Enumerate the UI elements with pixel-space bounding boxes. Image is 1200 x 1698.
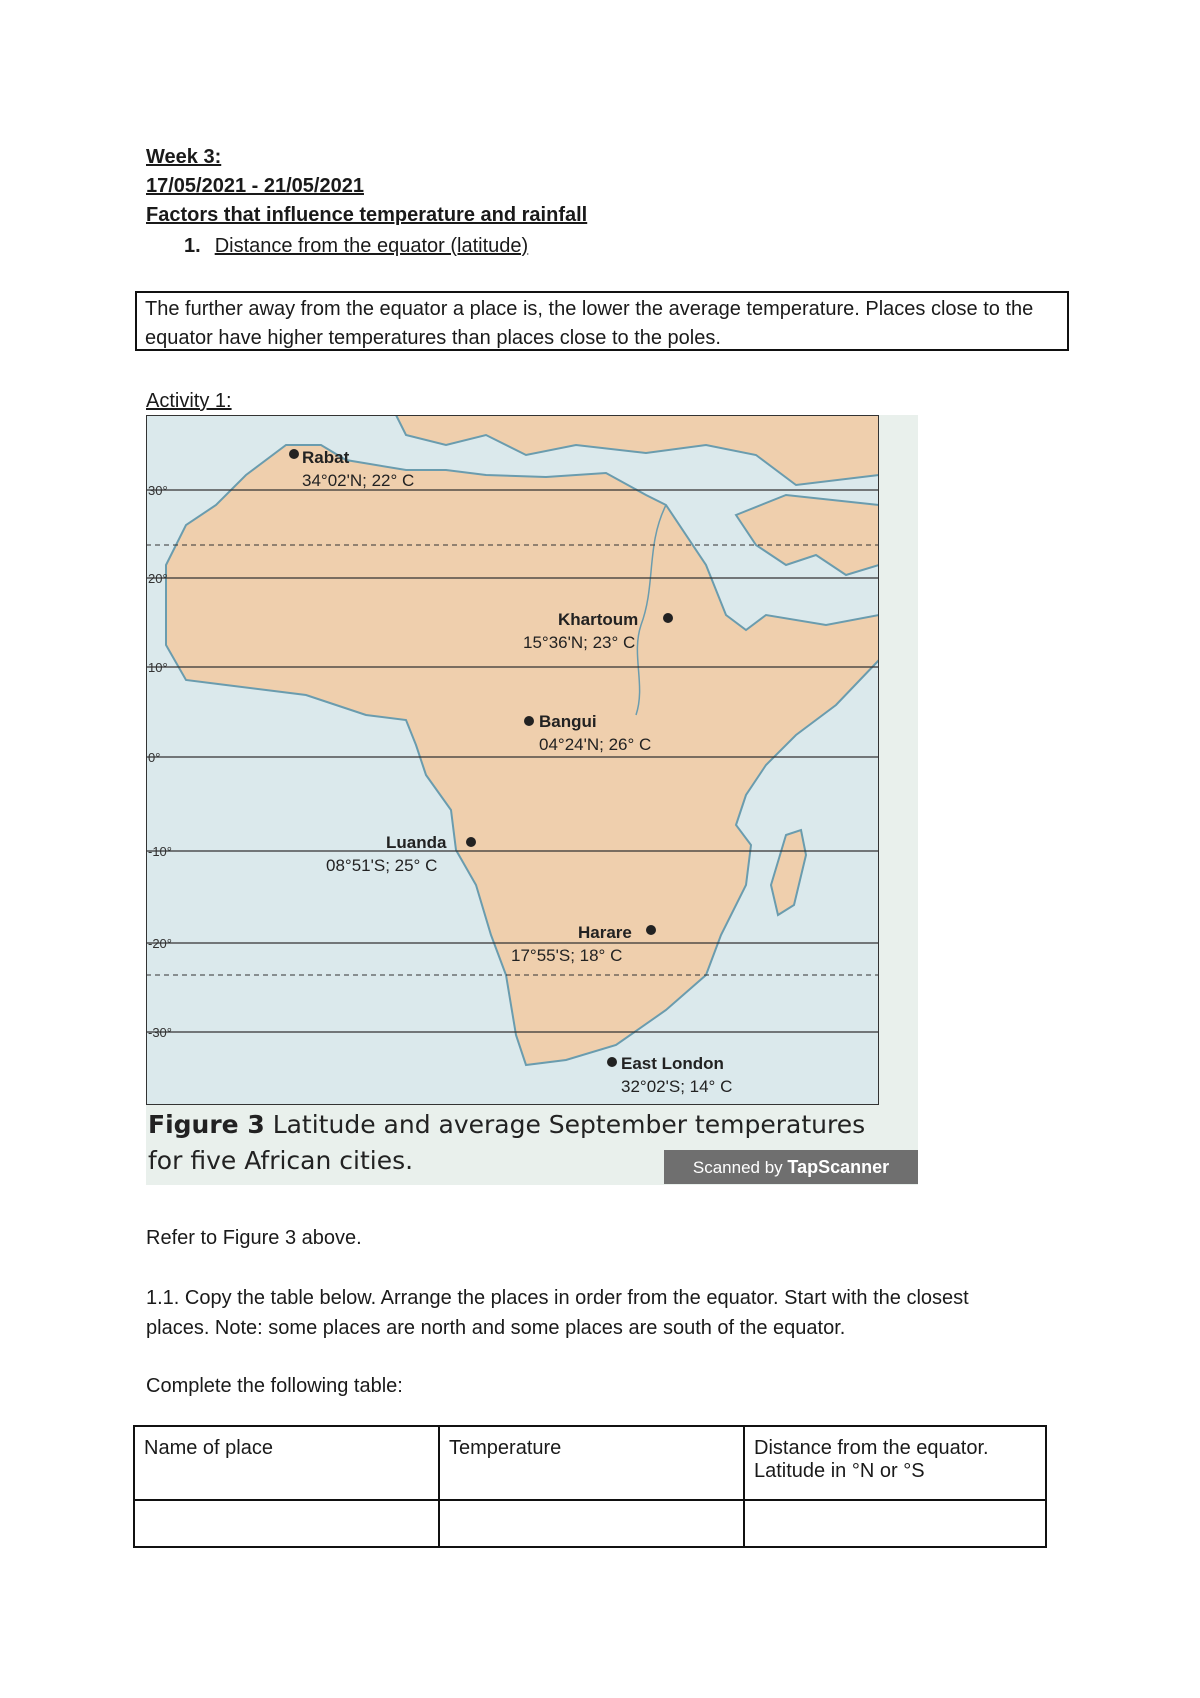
lat-label: -10° [148, 844, 172, 859]
lat-label: 10° [148, 660, 168, 675]
week-heading: Week 3: [146, 146, 222, 168]
city-dot-bangui [524, 716, 534, 726]
city-coords: 04°24'N; 26° C [539, 735, 652, 754]
city-coords: 32°02'S; 14° C [621, 1077, 733, 1096]
lat-label: -20° [148, 936, 172, 951]
table-cell[interactable] [439, 1500, 744, 1547]
table-cell[interactable] [744, 1500, 1046, 1547]
table-cell[interactable] [134, 1500, 439, 1547]
city-name: East London [621, 1054, 724, 1073]
africa-map [146, 415, 879, 1105]
city-name: Bangui [539, 712, 597, 731]
header-name-of-place: Name of place [134, 1426, 439, 1500]
topic-heading: Factors that influence temperature and rainfall [146, 204, 588, 226]
city-coords: 08°51'S; 25° C [326, 856, 438, 875]
city-dot-rabat [289, 449, 299, 459]
caption-figure-number: Figure 3 [148, 1110, 265, 1139]
factor-title: Distance from the equator (latitude) [214, 235, 529, 257]
factor-number: 1. [184, 235, 201, 257]
info-box: The further away from the equator a place is, the lower the average temperature. Places close to the equator have higher temperatures than places close to the poles. [135, 291, 1069, 351]
factor-item-1 [184, 235, 528, 258]
city-coords: 17°55'S; 18° C [511, 946, 623, 965]
city-name: Rabat [302, 448, 350, 467]
header-distance: Distance from the equator. Latitude in °N or °S [744, 1426, 1046, 1500]
city-dot-east-london [607, 1057, 617, 1067]
lat-label: 30° [148, 483, 168, 498]
city-dot-khartoum [663, 613, 673, 623]
caption-line-1: Latitude and average September temperatures [272, 1110, 866, 1139]
lat-label: 0° [148, 750, 161, 765]
city-name: Luanda [386, 833, 447, 852]
figure-3 [146, 415, 918, 1185]
answer-table [133, 1425, 1047, 1548]
scanner-prefix: Scanned by [692, 1158, 783, 1177]
header-temperature: Temperature [439, 1426, 744, 1500]
activity-label: Activity 1: [146, 390, 232, 412]
city-name: Khartoum [558, 610, 639, 629]
lat-label: 20° [148, 571, 168, 586]
city-name: Harare [578, 923, 632, 942]
lat-label: -30° [148, 1025, 172, 1040]
city-coords: 15°36'N; 23° C [523, 633, 636, 652]
complete-instruction: Complete the following table: [146, 1375, 403, 1397]
scanner-brand: TapScanner [787, 1157, 890, 1177]
city-coords: 34°02'N; 22° C [302, 471, 415, 490]
question-1-1: 1.1. Copy the table below. Arrange the places in order from the equator. Start with the closest places. Note: some places are north and some places are south of the equator. [146, 1287, 969, 1339]
table-header-row [134, 1426, 1046, 1500]
caption-line-2: for five African cities. [148, 1146, 414, 1175]
city-dot-harare [646, 925, 656, 935]
date-range: 17/05/2021 - 21/05/2021 [146, 175, 364, 197]
scanner-watermark [664, 1150, 918, 1184]
refer-text: Refer to Figure 3 above. [146, 1227, 362, 1249]
table-row [134, 1500, 1046, 1547]
city-dot-luanda [466, 837, 476, 847]
